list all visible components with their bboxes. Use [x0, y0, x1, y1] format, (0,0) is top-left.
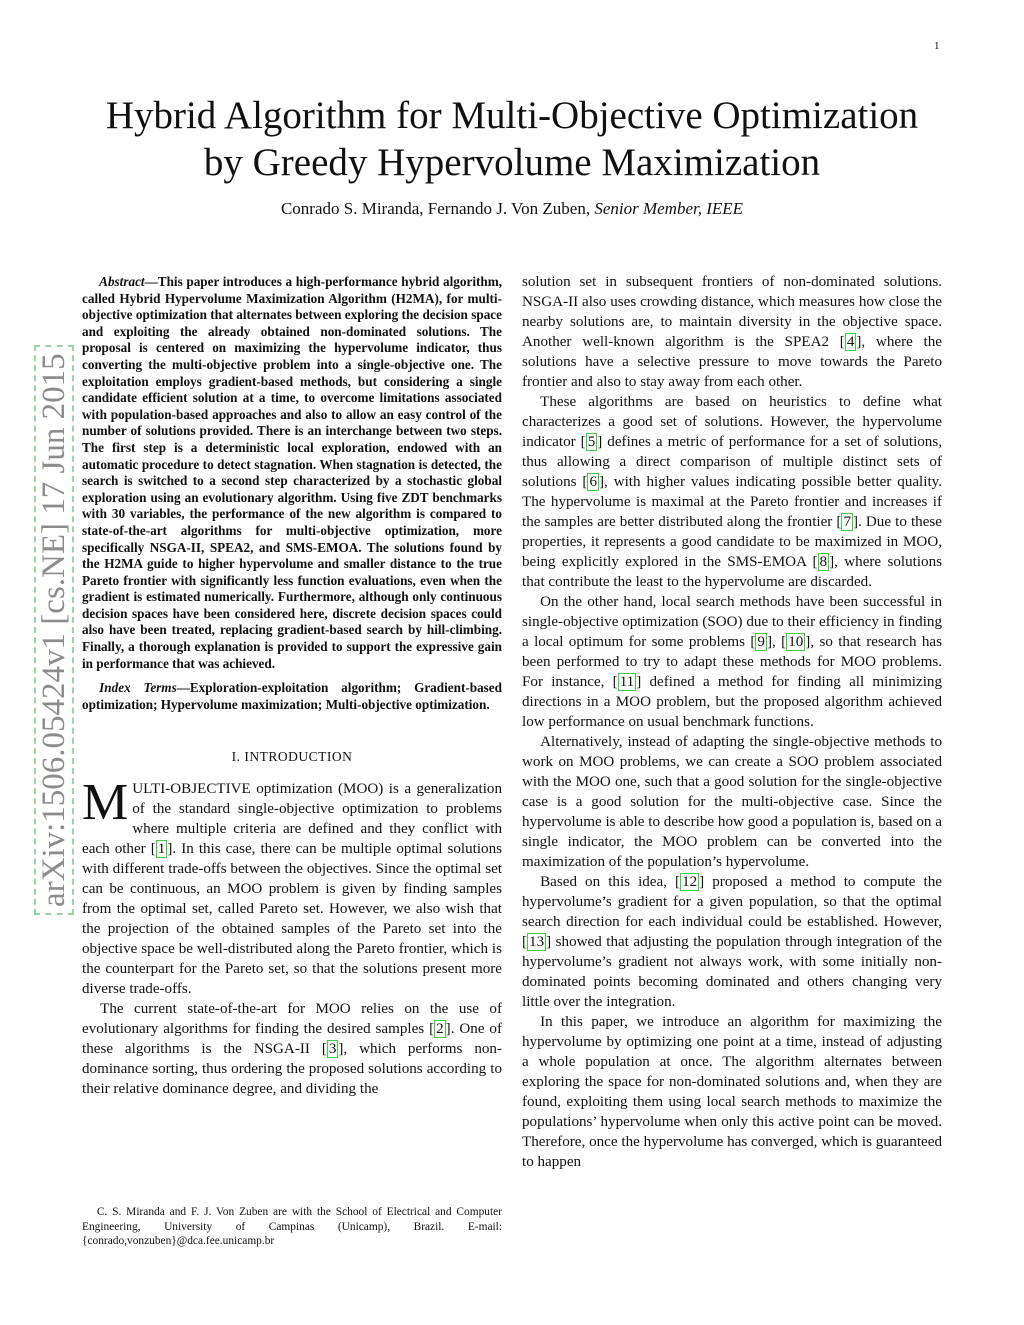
- text-span: ,: [772, 634, 782, 650]
- text-span: showed that adjusting the population through integration of the hypervolume’s gradient not always work, with some initially non-dominated points becoming dominated and others changing very little over the integration.: [522, 934, 942, 1010]
- right-paragraph-3: On the other hand, local search methods have been successful in single-objective optimization (SOO) due to their efficiency in finding a local optimum for some problems [ 9 ], [ 10 ], so that research has been performed to try to adapt these methods for MOO problems. For instance, [ 11 ] defined a method for finding all minimizing directions in a MOO problem, but the proposed algorithm achieved low performance on usual benchmark functions.: [522, 594, 943, 730]
- text-span: , with higher values indicating possible better quality. The hypervolume is maximal at the Pareto frontier and increases if the samples are better distributed along the frontier: [522, 474, 942, 530]
- citation-link[interactable]: 6: [589, 474, 597, 490]
- index-terms: [82, 680, 502, 713]
- abstract: [82, 274, 502, 672]
- text-span: , where solutions that contribute the least to the hypervolume are discarded.: [522, 554, 942, 590]
- title-line-2: by Greedy Hypervolume Maximization: [203, 141, 821, 184]
- text-span: . Due to these properties, it represents a good candidate to be maximized in MOO, being explicitly explored in the SMS-EMOA: [522, 514, 942, 570]
- right-paragraph-4: Alternatively, instead of adapting the single-objective methods to work on MOO problems, we can create a SOO problem associated with the MOO one, such that a good solution for the single-objective case is a good solution for the multi-objective case. Since the hypervolume is able to describe how good a population is, based on a single indicator, the MOO problem can be converted into the maximization of the population’s hypervolume.: [522, 734, 942, 870]
- text-span: defined a method for finding all minimizing directions in a MOO problem, but the proposed algorithm achieved low performance on usual benchmark functions.: [522, 674, 942, 730]
- section-number: I.: [231, 749, 241, 765]
- text-span: On the other hand, local search methods have been successful in single-objective optimization (SOO) due to their efficiency in finding a local optimum for some problems: [522, 594, 942, 650]
- text-span: ULTI-OBJECTIVE optimization (MOO) is a generalization of the standard single-objective optimization to problems where multiple criteria are defined and they conflict with each other: [82, 781, 502, 858]
- text-span: , which performs non-dominance sorting, thus ordering the proposed solutions according to their relative dominance degree, and dividing the: [82, 1041, 502, 1098]
- page-number: 1: [934, 40, 940, 52]
- citation-link[interactable]: 8: [819, 554, 828, 570]
- abstract-text: —This paper introduces a high-performance hybrid algorithm, called Hybrid Hypervolume Maximization Algorithm (H2MA), for multi-objective optimization that alternates between exploring the decision space and exploiting the already obtained non-dominated solutions. The proposal is centered on maximizing the hypervolume indicator, thus converting the multi-objective problem into a single-objective one. The exploitation employs gradient-based methods, but considering a single candidate efficient solution at a time, to overcome limitations associated with population-based approaches and also to allow an easy control of the number of solutions provided. There is an interchange between two steps. The first step is a deterministic local exploration, endowed with an automatic procedure to detect stagnation. When stagnation is detected, the search is switched to a second step characterized by a stochastic global exploration using an evolutionary algorithm. Using five ZDT benchmarks with 30 variables, the performance of the new algorithm is compared to state-of-the-art algorithms for multi-objective optimization, more specifically NSGA-II, SPEA2, and SMS-EMOA. The solutions found by the H2MA guide to higher hypervolume and smaller distance to the true Pareto frontier with significantly less function evaluations, even when the gradient is estimated numerically. Furthermore, although only continuous decision spaces have been considered here, discrete decision spaces could also have been treated, replacing gradient-based search by hill-climbing. Finally, a thorough explanation is provided to support the expressive gain in performance that was achieved.: [82, 274, 502, 671]
- text-span: proposed a method to compute the hypervolume’s gradient for a given population, so that the optimal search direction for each individual could be established. However,: [522, 874, 943, 930]
- citation-link[interactable]: 11: [619, 674, 635, 690]
- section-title-rest: NTRODUCTION: [249, 749, 353, 765]
- intro-paragraph-1: MULTI-OBJECTIVE optimization (MOO) is a generalization of the standard single-objective optimization to problems where multiple criteria are defined and they conflict with each other [ 1 ]. In this case, there can be multiple optimal solutions with different trade-offs between the objectives. Since the optimal set can be continuous, an MOO problem is given by finding samples from the optimal set, called Pareto set. However, we also wish that the projection of the obtained samples of the Pareto set into the objective space be well-distributed along the Pareto frontier, which is the counterpart for the Pareto set, so that the solutions present more diverse trade-offs.: [82, 774, 502, 998]
- text-span: Based on this idea,: [540, 874, 676, 890]
- intro-paragraph-2: The current state-of-the-art for MOO relies on the use of evolutionary algorithms for finding the desired samples [ 2 ]. One of these algorithms is the NSGA-II [ 3 ], which performs non-dominance sorting, thus ordering the proposed solutions according to their relative dominance degree, and dividing the: [82, 1001, 502, 1098]
- citation-link[interactable]: 13: [529, 934, 545, 950]
- citation-link[interactable]: 9: [757, 634, 765, 650]
- citation-link[interactable]: 1: [157, 841, 166, 858]
- citation-link[interactable]: 5: [587, 434, 596, 450]
- arxiv-stamp[interactable]: arXiv:1506.05424v1 [cs.NE] 17 Jun 2015: [34, 345, 74, 915]
- section-heading-introduction: [82, 747, 502, 767]
- right-paragraph-5: Based on this idea, [ 12 ] proposed a method to compute the hypervolume’s gradient for a given population, so that the optimal search direction for each individual could be established. However, [ 13 ] showed that adjusting the population through integration of the hypervolume’s gradient not always work, with some initially non-dominated points becoming dominated and others changing very little over the integration.: [522, 874, 943, 1010]
- text-span: The current state-of-the-art for MOO relies on the use of evolutionary algorithms for finding the desired samples: [82, 1001, 502, 1038]
- author-role: Senior Member, IEEE: [594, 199, 744, 218]
- citation-link[interactable]: 3: [328, 1041, 337, 1058]
- right-paragraph-2: These algorithms are based on heuristics to define what characterizes a good set of solutions. However, the hypervolume indicator [ 5 ] defines a metric of performance for a set of solutions, thus allowing a direct comparison of multiple distinct sets of solutions [ 6 ], with higher values indicating possible better quality. The hypervolume is maximal at the Pareto frontier and increases if the samples are better distributed along the frontier [ 7 ]. Due to these properties, it represents a good candidate to be maximized in MOO, being explicitly explored in the SMS-EMOA [ 8 ], where solutions that contribute the least to the hypervolume are discarded.: [522, 394, 942, 590]
- text-span: solution set in subsequent frontiers of non-dominated solutions. NSGA-II also uses crowding distance, which measures how close the nearby solutions are, to maintain diversity in the objective space. Another well-known algorithm is the SPEA2: [522, 274, 942, 350]
- drop-cap: M: [82, 774, 129, 832]
- index-terms-text: —Exploration-exploitation algorithm; Gradient-based optimization; Hypervolume maximization; Multi-objective optimization.: [82, 680, 502, 712]
- text-span: These algorithms are based on heuristics to define what characterizes a good set of solutions. However, the hypervolume indicator: [522, 394, 942, 450]
- citation-link[interactable]: 2: [436, 1021, 444, 1038]
- text-span: , where the solutions have a selective pressure to move towards the Pareto frontier and also to stay away from each other.: [522, 334, 942, 390]
- author-footnote: C. S. Miranda and F. J. Von Zuben are with the School of Electrical and Computer Engineering, University of Campinas (Unicamp), Brazil. E-mail: {conrado,vonzuben}@dca.fee.unicamp.br: [82, 1206, 502, 1248]
- right-column: [522, 272, 942, 1172]
- text-span: . One of these algorithms is the NSGA-II: [82, 1021, 502, 1058]
- authors: [0, 199, 1024, 219]
- left-column: [82, 274, 502, 1099]
- abstract-label: Abstract: [99, 274, 145, 289]
- right-paragraph-1: solution set in subsequent frontiers of non-dominated solutions. NSGA-II also uses crowding distance, which measures how close the nearby solutions are, to maintain diversity in the objective space. Another well-known algorithm is the SPEA2 [ 4 ], where the solutions have a selective pressure to move towards the Pareto frontier and also to stay away from each other.: [522, 274, 942, 390]
- citation-link[interactable]: 7: [843, 514, 851, 530]
- citation-link[interactable]: 10: [788, 634, 804, 650]
- text-span: , so that research has been performed to try to adapt these methods for MOO problems. For instance,: [522, 634, 943, 690]
- text-span: defines a metric of performance for a set of solutions, thus allowing a direct comparison of multiple distinct sets of solutions: [522, 434, 942, 490]
- right-paragraph-6: In this paper, we introduce an algorithm for maximizing the hypervolume by optimizing one point at a time, instead of adjusting a whole population at once. The algorithm alternates between exploring the space for non-dominated solutions and, when they are found, exploiting them using local search methods to maximize the populations’ hypervolume when only this active point can be moved. Therefore, once the hypervolume has converged, which is guaranteed to happen: [522, 1014, 942, 1170]
- author-names: Conrado S. Miranda, Fernando J. Von Zuben,: [280, 199, 591, 218]
- title-line-1: Hybrid Algorithm for Multi-Objective Optimization: [105, 94, 919, 137]
- text-span: . In this case, there can be multiple optimal solutions with different trade-offs between the objectives. Since the optimal set can be continuous, an MOO problem is given by finding samples from the optimal set, called Pareto set. However, we also wish that the projection of the obtained samples of the Pareto set into the objective space be well-distributed along the Pareto frontier, which is the counterpart for the Pareto set, so that the solutions present more diverse trade-offs.: [82, 841, 502, 998]
- citation-link[interactable]: 12: [682, 874, 698, 890]
- citation-link[interactable]: 4: [846, 334, 855, 350]
- section-title-initial: I: [244, 749, 250, 765]
- index-terms-label: Index Terms: [99, 680, 177, 696]
- paper-title: [0, 92, 1024, 186]
